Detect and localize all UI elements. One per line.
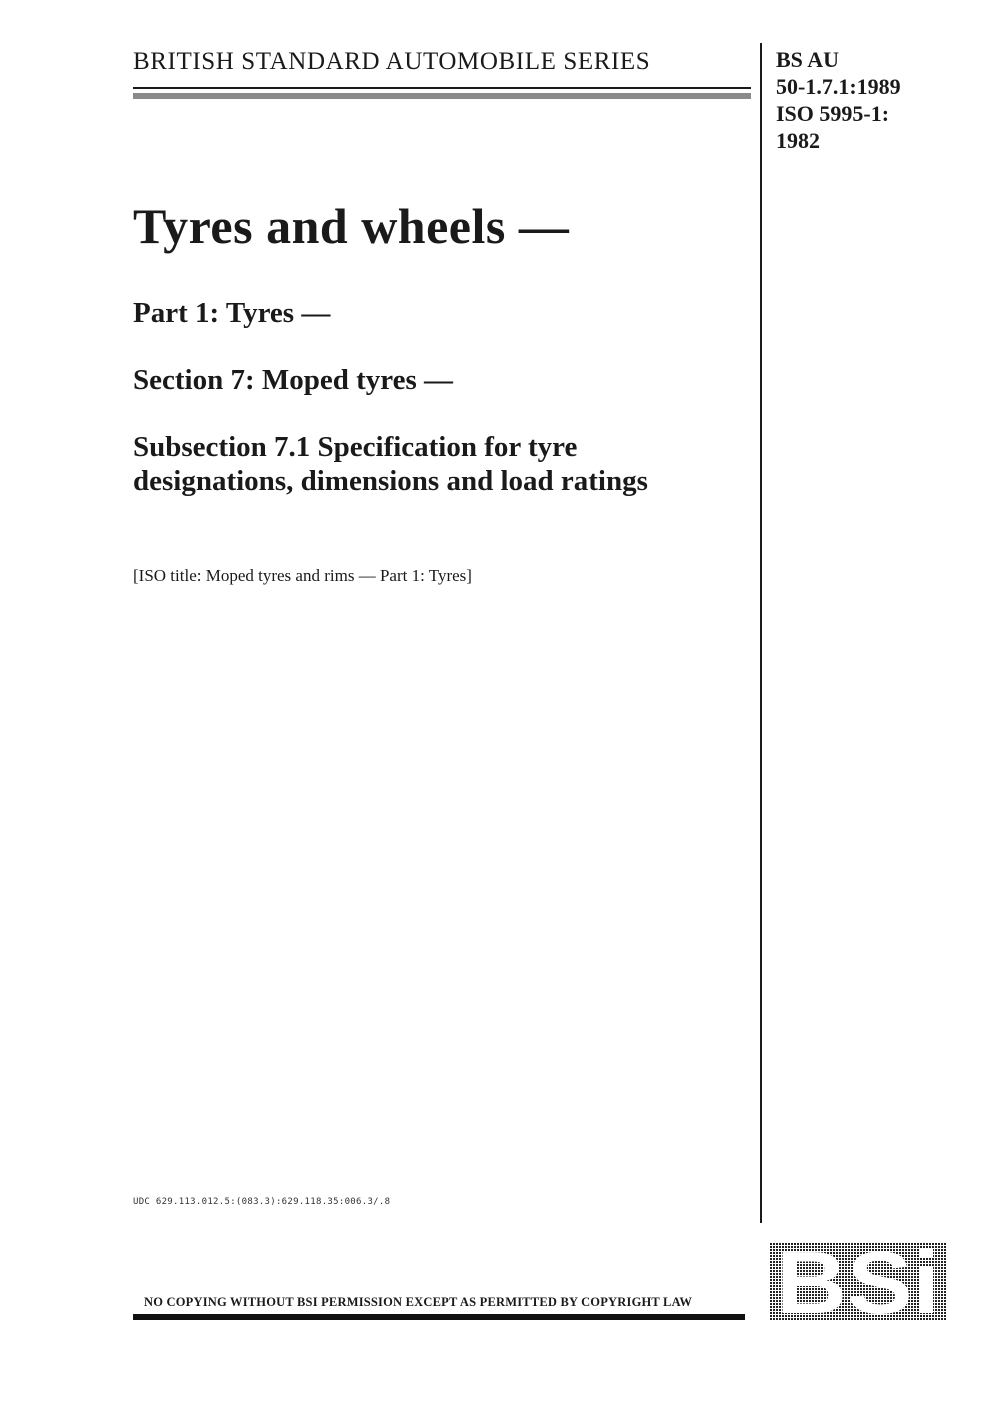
footer-rule xyxy=(133,1314,745,1320)
document-title: Tyres and wheels — xyxy=(133,198,570,254)
series-title: BRITISH STANDARD AUTOMOBILE SERIES xyxy=(133,48,651,75)
side-rule xyxy=(760,43,762,1223)
designation-line: 50-1.7.1:1989 xyxy=(776,74,901,99)
designation-line: BS AU xyxy=(776,47,839,72)
logo-text: BSi xyxy=(776,1243,940,1321)
subsection-title: Subsection 7.1 Specification for tyre designations, dimensions and load ratings xyxy=(133,431,648,497)
designation-line: ISO 5995-1: xyxy=(776,101,890,126)
iso-title: [ISO title: Moped tyres and rims — Part 1: Tyres] xyxy=(133,566,472,585)
header-rule-gray xyxy=(133,93,751,99)
header-rule-thin xyxy=(133,87,751,89)
udc-classification: UDC 629.113.012.5:(083.3):629.118.35:006.3/.8 xyxy=(133,1197,391,1207)
standard-designation xyxy=(776,46,986,154)
copyright-notice: NO COPYING WITHOUT BSI PERMISSION EXCEPT AS PERMITTED BY COPYRIGHT LAW xyxy=(144,1295,693,1309)
bsi-logo-icon xyxy=(770,1243,946,1321)
part-title: Part 1: Tyres — xyxy=(133,297,331,329)
designation-line: 1982 xyxy=(776,128,820,153)
section-title: Section 7: Moped tyres — xyxy=(133,364,454,396)
